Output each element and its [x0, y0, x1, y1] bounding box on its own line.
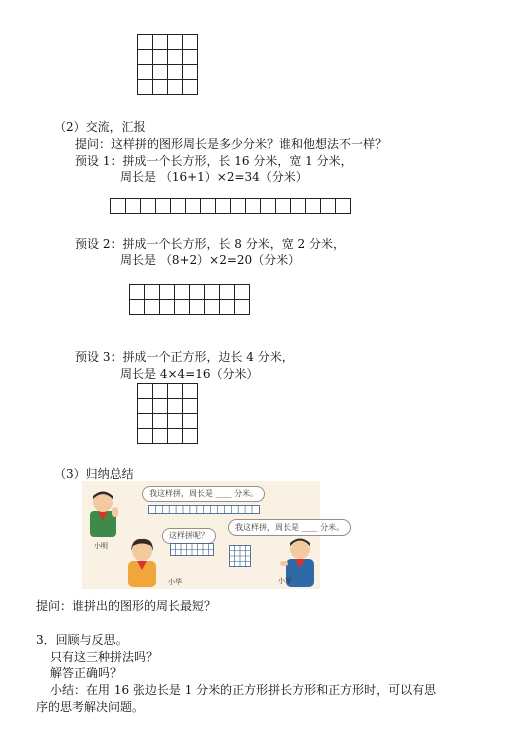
grid-8x2-figure [170, 543, 214, 556]
name-xiaoming: 小明 [94, 542, 108, 550]
student-xiaoming-figure [86, 489, 120, 537]
section2-heading: （2）交流，汇报 [54, 120, 146, 134]
name-xiaojun: 小军 [278, 577, 292, 585]
grid-4x4-figure [229, 545, 251, 567]
speech-bubble-right: 我这样拼，周长是 ____ 分米。 [228, 519, 351, 536]
preset3-line1: 预设 3：拼成一个正方形，边长 4 分米， [75, 350, 294, 364]
speech-bubble-top: 我这样拼，周长是 ____ 分米。 [142, 486, 265, 502]
textbook-illustration [82, 481, 345, 589]
summary-line2: 序的思考解决问题。 [36, 700, 145, 714]
student-xiaohua-figure [122, 537, 162, 587]
square-grid-top [137, 34, 198, 95]
reflection-heading: 3．回顾与反思。 [36, 633, 128, 647]
square-grid-bottom [137, 383, 198, 444]
strip-16x1-figure [148, 505, 260, 514]
reflection-q1: 只有这三种拼法吗？ [50, 650, 159, 664]
summary-line1: 小结：在用 16 张边长是 1 分米的正方形拼长方形和正方形时，可以有思 [50, 683, 437, 697]
section2-question: 提问：这样拼的图形周长是多少分米？谁和他想法不一样？ [75, 137, 388, 151]
name-xiaohua: 小华 [168, 578, 182, 586]
preset3-line2: 周长是 4×4=16（分米） [120, 367, 259, 381]
reflection-q2: 解答正确吗？ [50, 666, 123, 680]
rectangle-16x1 [110, 198, 351, 214]
section3-heading: （3）归纳总结 [54, 467, 134, 481]
preset2-line2: 周长是 （8+2）×2=20（分米） [120, 253, 301, 267]
preset2-line1: 预设 2：拼成一个长方形，长 8 分米，宽 2 分米， [75, 237, 345, 251]
preset1-line2: 周长是 （16+1）×2=34（分米） [120, 170, 308, 184]
preset1-line1: 预设 1：拼成一个长方形，长 16 分米，宽 1 分米， [75, 154, 353, 168]
speech-bubble-left: 这样拼呢？ [162, 528, 216, 544]
question-shortest: 提问：谁拼出的图形的周长最短？ [36, 599, 217, 613]
rectangle-8x2 [129, 284, 250, 315]
